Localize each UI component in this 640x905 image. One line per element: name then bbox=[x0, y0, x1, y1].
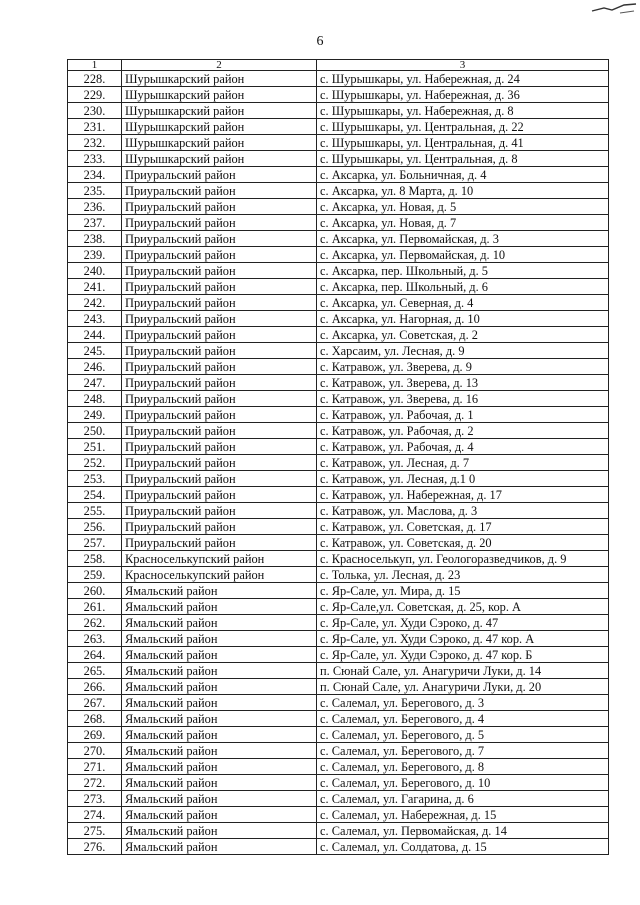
district-cell: Приуральский район bbox=[122, 311, 317, 327]
row-number: 271. bbox=[68, 759, 122, 775]
row-number: 237. bbox=[68, 215, 122, 231]
table-row bbox=[68, 503, 609, 519]
address-cell: с. Салемал, ул. Берегового, д. 3 bbox=[317, 695, 609, 711]
district-cell: Приуральский район bbox=[122, 487, 317, 503]
district-cell: Приуральский район bbox=[122, 183, 317, 199]
address-cell: с. Катравож, ул. Зверева, д. 16 bbox=[317, 391, 609, 407]
district-cell: Шурышкарский район bbox=[122, 119, 317, 135]
table-row bbox=[68, 535, 609, 551]
address-cell: с. Катравож, ул. Рабочая, д. 4 bbox=[317, 439, 609, 455]
table-row bbox=[68, 135, 609, 151]
table-row bbox=[68, 375, 609, 391]
address-cell: с. Катравож, ул. Советская, д. 20 bbox=[317, 535, 609, 551]
table-row bbox=[68, 487, 609, 503]
address-cell: с. Аксарка, ул. Новая, д. 7 bbox=[317, 215, 609, 231]
table-row bbox=[68, 647, 609, 663]
district-cell: Приуральский район bbox=[122, 375, 317, 391]
row-number: 228. bbox=[68, 71, 122, 87]
district-cell: Приуральский район bbox=[122, 327, 317, 343]
table-row bbox=[68, 343, 609, 359]
address-cell: с. Шурышкары, ул. Центральная, д. 22 bbox=[317, 119, 609, 135]
district-cell: Приуральский район bbox=[122, 295, 317, 311]
district-cell: Приуральский район bbox=[122, 279, 317, 295]
table-row bbox=[68, 519, 609, 535]
address-cell: с. Аксарка, ул. Советская, д. 2 bbox=[317, 327, 609, 343]
district-cell: Красноселькупский район bbox=[122, 551, 317, 567]
address-cell: с. Аксарка, ул. Нагорная, д. 10 bbox=[317, 311, 609, 327]
table-row bbox=[68, 215, 609, 231]
row-number: 248. bbox=[68, 391, 122, 407]
address-cell: с. Шурышкары, ул. Центральная, д. 8 bbox=[317, 151, 609, 167]
district-cell: Приуральский район bbox=[122, 247, 317, 263]
row-number: 275. bbox=[68, 823, 122, 839]
row-number: 256. bbox=[68, 519, 122, 535]
row-number: 242. bbox=[68, 295, 122, 311]
district-cell: Приуральский район bbox=[122, 167, 317, 183]
district-cell: Приуральский район bbox=[122, 407, 317, 423]
table-row bbox=[68, 599, 609, 615]
table-row bbox=[68, 391, 609, 407]
row-number: 230. bbox=[68, 103, 122, 119]
address-cell: с. Аксарка, ул. Первомайская, д. 3 bbox=[317, 231, 609, 247]
table-row bbox=[68, 695, 609, 711]
table-row bbox=[68, 743, 609, 759]
header-row bbox=[68, 60, 609, 71]
row-number: 276. bbox=[68, 839, 122, 855]
table-row bbox=[68, 711, 609, 727]
table-row bbox=[68, 311, 609, 327]
row-number: 240. bbox=[68, 263, 122, 279]
table-row bbox=[68, 327, 609, 343]
row-number: 234. bbox=[68, 167, 122, 183]
table-row bbox=[68, 103, 609, 119]
district-cell: Ямальский район bbox=[122, 775, 317, 791]
row-number: 247. bbox=[68, 375, 122, 391]
table-row bbox=[68, 823, 609, 839]
district-cell: Ямальский район bbox=[122, 599, 317, 615]
district-cell: Ямальский район bbox=[122, 823, 317, 839]
address-cell: с. Шурышкары, ул. Набережная, д. 36 bbox=[317, 87, 609, 103]
district-cell: Приуральский район bbox=[122, 263, 317, 279]
address-cell: с. Толька, ул. Лесная, д. 23 bbox=[317, 567, 609, 583]
address-cell: с. Катравож, ул. Рабочая, д. 2 bbox=[317, 423, 609, 439]
address-cell: с. Катравож, ул. Советская, д. 17 bbox=[317, 519, 609, 535]
column-header-district: 2 bbox=[122, 60, 317, 71]
district-cell: Ямальский район bbox=[122, 647, 317, 663]
table-row bbox=[68, 199, 609, 215]
row-number: 229. bbox=[68, 87, 122, 103]
address-cell: с. Салемал, ул. Первомайская, д. 14 bbox=[317, 823, 609, 839]
row-number: 238. bbox=[68, 231, 122, 247]
row-number: 265. bbox=[68, 663, 122, 679]
row-number: 246. bbox=[68, 359, 122, 375]
address-cell: с. Шурышкары, ул. Набережная, д. 24 bbox=[317, 71, 609, 87]
address-cell: с. Катравож, ул. Маслова, д. 3 bbox=[317, 503, 609, 519]
address-cell: с. Аксарка, ул. Первомайская, д. 10 bbox=[317, 247, 609, 263]
row-number: 235. bbox=[68, 183, 122, 199]
page-number: 6 bbox=[316, 34, 324, 49]
address-cell: с. Катравож, ул. Зверева, д. 13 bbox=[317, 375, 609, 391]
row-number: 257. bbox=[68, 535, 122, 551]
district-cell: Ямальский район bbox=[122, 679, 317, 695]
row-number: 261. bbox=[68, 599, 122, 615]
table-row bbox=[68, 775, 609, 791]
table-row bbox=[68, 423, 609, 439]
district-cell: Ямальский район bbox=[122, 791, 317, 807]
table-row bbox=[68, 567, 609, 583]
address-cell: с. Салемал, ул. Берегового, д. 7 bbox=[317, 743, 609, 759]
row-number: 255. bbox=[68, 503, 122, 519]
table-row bbox=[68, 455, 609, 471]
table-row bbox=[68, 359, 609, 375]
row-number: 267. bbox=[68, 695, 122, 711]
district-cell: Ямальский район bbox=[122, 711, 317, 727]
address-cell: с. Яр-Сале, ул. Мира, д. 15 bbox=[317, 583, 609, 599]
address-cell: с. Салемал, ул. Гагарина, д. 6 bbox=[317, 791, 609, 807]
district-cell: Шурышкарский район bbox=[122, 151, 317, 167]
address-cell: с. Катравож, ул. Набережная, д. 17 bbox=[317, 487, 609, 503]
address-cell: п. Сюнай Сале, ул. Анагуричи Луки, д. 20 bbox=[317, 679, 609, 695]
row-number: 239. bbox=[68, 247, 122, 263]
row-number: 260. bbox=[68, 583, 122, 599]
district-cell: Шурышкарский район bbox=[122, 103, 317, 119]
table-row bbox=[68, 183, 609, 199]
table-row bbox=[68, 791, 609, 807]
table-row bbox=[68, 295, 609, 311]
address-cell: с. Аксарка, ул. 8 Марта, д. 10 bbox=[317, 183, 609, 199]
row-number: 244. bbox=[68, 327, 122, 343]
address-cell: с. Катравож, ул. Рабочая, д. 1 bbox=[317, 407, 609, 423]
table-row bbox=[68, 615, 609, 631]
district-cell: Приуральский район bbox=[122, 391, 317, 407]
address-cell: с. Катравож, ул. Лесная, д.1 0 bbox=[317, 471, 609, 487]
row-number: 268. bbox=[68, 711, 122, 727]
table-row bbox=[68, 551, 609, 567]
district-cell: Приуральский район bbox=[122, 215, 317, 231]
table-row bbox=[68, 583, 609, 599]
table-row bbox=[68, 439, 609, 455]
table-row bbox=[68, 119, 609, 135]
row-number: 263. bbox=[68, 631, 122, 647]
row-number: 269. bbox=[68, 727, 122, 743]
table-row bbox=[68, 87, 609, 103]
row-number: 241. bbox=[68, 279, 122, 295]
table-row bbox=[68, 279, 609, 295]
table-row bbox=[68, 167, 609, 183]
table-row bbox=[68, 471, 609, 487]
address-cell: с. Салемал, ул. Берегового, д. 10 bbox=[317, 775, 609, 791]
district-cell: Ямальский район bbox=[122, 695, 317, 711]
table-row bbox=[68, 679, 609, 695]
row-number: 273. bbox=[68, 791, 122, 807]
row-number: 233. bbox=[68, 151, 122, 167]
district-cell: Приуральский район bbox=[122, 359, 317, 375]
address-cell: с. Аксарка, ул. Новая, д. 5 bbox=[317, 199, 609, 215]
district-cell: Ямальский район bbox=[122, 759, 317, 775]
row-number: 243. bbox=[68, 311, 122, 327]
address-cell: с. Красноселькуп, ул. Геологоразведчиков, д. 9 bbox=[317, 551, 609, 567]
district-cell: Приуральский район bbox=[122, 423, 317, 439]
address-cell: с. Яр-Сале, ул. Худи Сэроко, д. 47 кор. А bbox=[317, 631, 609, 647]
row-number: 258. bbox=[68, 551, 122, 567]
address-cell: с. Салемал, ул. Набережная, д. 15 bbox=[317, 807, 609, 823]
district-cell: Приуральский район bbox=[122, 231, 317, 247]
address-cell: с. Аксарка, ул. Больничная, д. 4 bbox=[317, 167, 609, 183]
table-row bbox=[68, 727, 609, 743]
row-number: 249. bbox=[68, 407, 122, 423]
address-cell: п. Сюнай Сале, ул. Анагуричи Луки, д. 14 bbox=[317, 663, 609, 679]
address-cell: с. Яр-Сале, ул. Худи Сэроко, д. 47 bbox=[317, 615, 609, 631]
address-cell: с. Аксарка, пер. Школьный, д. 5 bbox=[317, 263, 609, 279]
address-cell: с. Салемал, ул. Берегового, д. 5 bbox=[317, 727, 609, 743]
address-cell: с. Аксарка, пер. Школьный, д. 6 bbox=[317, 279, 609, 295]
row-number: 274. bbox=[68, 807, 122, 823]
district-cell: Ямальский район bbox=[122, 727, 317, 743]
district-cell: Приуральский район bbox=[122, 535, 317, 551]
table-row bbox=[68, 663, 609, 679]
table-row bbox=[68, 151, 609, 167]
registry-table bbox=[67, 59, 609, 855]
district-cell: Шурышкарский район bbox=[122, 87, 317, 103]
address-cell: с. Яр-Сале,ул. Советская, д. 25, кор. А bbox=[317, 599, 609, 615]
row-number: 254. bbox=[68, 487, 122, 503]
district-cell: Приуральский район bbox=[122, 455, 317, 471]
district-cell: Ямальский район bbox=[122, 583, 317, 599]
address-cell: с. Шурышкары, ул. Набережная, д. 8 bbox=[317, 103, 609, 119]
row-number: 266. bbox=[68, 679, 122, 695]
district-cell: Шурышкарский район bbox=[122, 71, 317, 87]
table-row bbox=[68, 263, 609, 279]
district-cell: Ямальский район bbox=[122, 631, 317, 647]
row-number: 270. bbox=[68, 743, 122, 759]
column-header-number: 1 bbox=[68, 60, 122, 71]
district-cell: Ямальский район bbox=[122, 615, 317, 631]
scan-corner-mark bbox=[590, 2, 638, 16]
district-cell: Ямальский район bbox=[122, 807, 317, 823]
table-row bbox=[68, 839, 609, 855]
row-number: 232. bbox=[68, 135, 122, 151]
address-cell: с. Салемал, ул. Берегового, д. 8 bbox=[317, 759, 609, 775]
district-cell: Приуральский район bbox=[122, 439, 317, 455]
table-row bbox=[68, 231, 609, 247]
district-cell: Шурышкарский район bbox=[122, 135, 317, 151]
row-number: 264. bbox=[68, 647, 122, 663]
district-cell: Приуральский район bbox=[122, 503, 317, 519]
row-number: 250. bbox=[68, 423, 122, 439]
district-cell: Ямальский район bbox=[122, 663, 317, 679]
row-number: 236. bbox=[68, 199, 122, 215]
table-row bbox=[68, 71, 609, 87]
district-cell: Приуральский район bbox=[122, 471, 317, 487]
row-number: 262. bbox=[68, 615, 122, 631]
address-cell: с. Аксарка, ул. Северная, д. 4 bbox=[317, 295, 609, 311]
row-number: 252. bbox=[68, 455, 122, 471]
district-cell: Красноселькупский район bbox=[122, 567, 317, 583]
address-cell: с. Яр-Сале, ул. Худи Сэроко, д. 47 кор. Б bbox=[317, 647, 609, 663]
row-number: 253. bbox=[68, 471, 122, 487]
address-cell: с. Катравож, ул. Лесная, д. 7 bbox=[317, 455, 609, 471]
row-number: 245. bbox=[68, 343, 122, 359]
table-row bbox=[68, 407, 609, 423]
district-cell: Приуральский район bbox=[122, 343, 317, 359]
address-cell: с. Катравож, ул. Зверева, д. 9 bbox=[317, 359, 609, 375]
row-number: 272. bbox=[68, 775, 122, 791]
table-row bbox=[68, 247, 609, 263]
row-number: 251. bbox=[68, 439, 122, 455]
address-cell: с. Шурышкары, ул. Центральная, д. 41 bbox=[317, 135, 609, 151]
address-cell: с. Салемал, ул. Солдатова, д. 15 bbox=[317, 839, 609, 855]
table-row bbox=[68, 631, 609, 647]
district-cell: Приуральский район bbox=[122, 199, 317, 215]
table-row bbox=[68, 759, 609, 775]
district-cell: Ямальский район bbox=[122, 743, 317, 759]
address-cell: с. Салемал, ул. Берегового, д. 4 bbox=[317, 711, 609, 727]
table-row bbox=[68, 807, 609, 823]
row-number: 259. bbox=[68, 567, 122, 583]
district-cell: Ямальский район bbox=[122, 839, 317, 855]
address-cell: с. Харсаим, ул. Лесная, д. 9 bbox=[317, 343, 609, 359]
district-cell: Приуральский район bbox=[122, 519, 317, 535]
row-number: 231. bbox=[68, 119, 122, 135]
column-header-address: 3 bbox=[317, 60, 609, 71]
